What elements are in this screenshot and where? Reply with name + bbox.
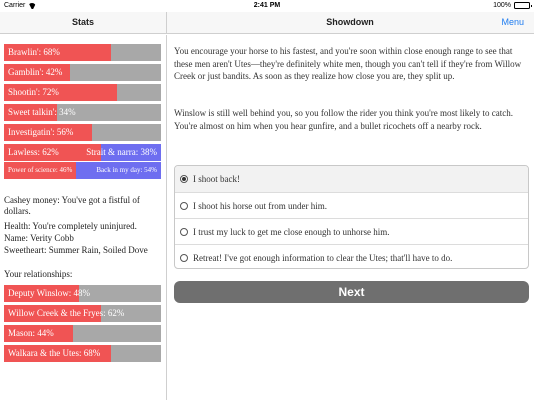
choice-option[interactable]	[175, 218, 528, 244]
stat-bar-brawlin	[4, 44, 161, 61]
radio-icon[interactable]	[180, 228, 188, 236]
opposed-bar-lawless	[4, 144, 161, 161]
page-title: Showdown	[326, 17, 374, 27]
relationship-bar-walkara	[4, 345, 161, 362]
radio-icon[interactable]	[180, 254, 188, 262]
opposed-bar-science	[4, 162, 161, 179]
story-paragraph-2: Winslow is still well behind you, so you follow the rider you think you're most likely to catch. You're almost on him when you hear gunfire, and a bullet ricochets off a nearby rock.	[174, 108, 513, 131]
status-right	[493, 2, 530, 9]
choice-option[interactable]	[175, 166, 528, 192]
money-text: Cashey money: You've got a fistful of dollars.	[4, 195, 140, 216]
opposed-right-label: Strait & narra: 38%	[86, 147, 157, 157]
radio-icon[interactable]	[180, 202, 188, 210]
status-time: 2:41 PM	[253, 2, 281, 9]
battery-percent: 100%	[493, 2, 511, 9]
stat-label: Gamblin': 42%	[8, 67, 63, 77]
choice-label: Retreat! I've got enough information to clear the Utes; that'll have to do.	[193, 252, 453, 263]
relationship-label: Willow Creek & the Fryes: 62%	[8, 308, 125, 318]
story-paragraph-1: You encourage your horse to his fastest, and you're soon within close enough range to see that these men aren't Utes—they're definitely white men, though you can't tell if they're from Willow Creek or just bandits. As soon as they realize how close you are, they split up.	[174, 46, 522, 81]
relationship-label: Deputy Winslow: 48%	[8, 288, 90, 298]
relationship-bar-winslow	[4, 285, 161, 302]
choice-list	[174, 165, 529, 269]
choice-label: I shoot his horse out from under him.	[193, 200, 327, 211]
health-text: Health: You're completely uninjured.	[4, 221, 137, 231]
stat-label: Sweet talkin': 34%	[8, 107, 76, 117]
carrier-label: Carrier	[4, 2, 26, 9]
radio-selected-icon[interactable]	[180, 175, 188, 183]
menu-button[interactable]: Menu	[501, 17, 524, 27]
sweetheart-text: Sweetheart: Summer Rain, Soiled Dove	[4, 245, 148, 255]
choice-label: I shoot back!	[193, 174, 240, 184]
choice-option[interactable]	[175, 244, 528, 269]
relationships-heading: Your relationships:	[4, 269, 73, 279]
stat-bar-investigatin	[4, 124, 161, 141]
battery-icon	[514, 2, 530, 9]
stat-bar-sweet-talkin	[4, 104, 161, 121]
relationship-label: Walkara & the Utes: 68%	[8, 348, 101, 358]
stat-label: Shootin': 72%	[8, 87, 59, 97]
relationship-label: Mason: 44%	[8, 328, 54, 338]
stats-title: Stats	[71, 17, 94, 27]
story-panel	[167, 35, 534, 400]
opposed-right-label: Back in my day: 54%	[96, 166, 157, 174]
stat-label: Investigatin': 56%	[8, 127, 74, 137]
next-button[interactable]: Next	[174, 281, 529, 303]
choice-label: I trust my luck to get me close enough to unhorse him.	[193, 226, 390, 237]
status-bar	[0, 0, 534, 12]
stat-label: Brawlin': 68%	[8, 47, 60, 57]
opposed-left-label: Power of science: 46%	[8, 166, 73, 174]
stat-bar-shootin	[4, 84, 161, 101]
stat-bar-gamblin	[4, 64, 161, 81]
opposed-left-label: Lawless: 62%	[8, 147, 59, 157]
relationship-bar-willow-creek	[4, 305, 161, 322]
name-text: Name: Verity Cobb	[4, 233, 74, 243]
navigation-bar	[0, 12, 534, 34]
relationship-bar-mason	[4, 325, 161, 342]
stats-sidebar	[0, 35, 167, 400]
choice-option[interactable]	[175, 192, 528, 218]
